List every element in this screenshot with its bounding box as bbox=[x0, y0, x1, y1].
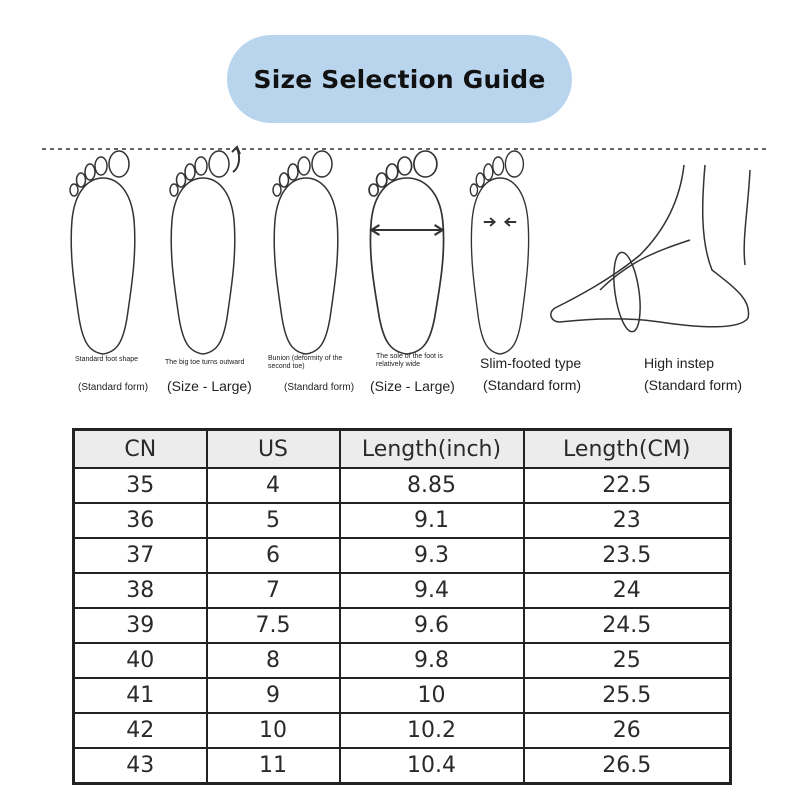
cell-length-inch: 9.3 bbox=[340, 538, 524, 573]
cell-us: 7 bbox=[207, 573, 340, 608]
cell-cn: 41 bbox=[74, 678, 207, 713]
cell-length-inch: 10.2 bbox=[340, 713, 524, 748]
table-row bbox=[74, 573, 731, 608]
cell-length-cm: 26.5 bbox=[524, 748, 731, 784]
cell-length-inch: 9.6 bbox=[340, 608, 524, 643]
cell-us: 7.5 bbox=[207, 608, 340, 643]
cell-length-inch: 8.85 bbox=[340, 468, 524, 503]
foot-label-slim: Slim-footed type bbox=[480, 355, 582, 371]
cell-cn: 37 bbox=[74, 538, 207, 573]
foot-bunion-icon bbox=[273, 151, 338, 354]
title-banner bbox=[227, 35, 572, 123]
cell-length-inch: 9.4 bbox=[340, 573, 524, 608]
table-row bbox=[74, 643, 731, 678]
foot-form-slim: (Standard form) bbox=[483, 377, 582, 393]
table-row bbox=[74, 748, 731, 784]
column-header-length-inch: Length(inch) bbox=[340, 430, 524, 469]
column-header-length-cm: Length(CM) bbox=[524, 430, 731, 469]
foot-standard-icon bbox=[70, 151, 135, 354]
table-row bbox=[74, 713, 731, 748]
foot-big-toe-outward-icon bbox=[170, 147, 240, 354]
foot-form-big-toe: (Size - Large) bbox=[167, 378, 252, 394]
foot-label-wide-sole: The sole of the foot is relatively wide bbox=[376, 353, 443, 369]
cell-length-cm: 25.5 bbox=[524, 678, 731, 713]
cell-cn: 40 bbox=[74, 643, 207, 678]
column-header-cn: CN bbox=[74, 430, 207, 469]
size-chart-table bbox=[72, 428, 732, 785]
cell-cn: 35 bbox=[74, 468, 207, 503]
cell-cn: 38 bbox=[74, 573, 207, 608]
cell-length-cm: 24 bbox=[524, 573, 731, 608]
cell-us: 11 bbox=[207, 748, 340, 784]
table-row bbox=[74, 503, 731, 538]
cell-length-cm: 22.5 bbox=[524, 468, 731, 503]
foot-form-standard: (Standard form) bbox=[78, 382, 149, 393]
foot-wide-sole-icon bbox=[369, 151, 444, 354]
cell-us: 6 bbox=[207, 538, 340, 573]
cell-length-cm: 24.5 bbox=[524, 608, 731, 643]
column-header-us: US bbox=[207, 430, 340, 469]
cell-us: 4 bbox=[207, 468, 340, 503]
cell-length-cm: 23.5 bbox=[524, 538, 731, 573]
table-row bbox=[74, 538, 731, 573]
cell-us: 5 bbox=[207, 503, 340, 538]
cell-length-cm: 23 bbox=[524, 503, 731, 538]
cell-length-inch: 10 bbox=[340, 678, 524, 713]
foot-form-bunion: (Standard form) bbox=[284, 382, 355, 393]
cell-us: 8 bbox=[207, 643, 340, 678]
cell-us: 10 bbox=[207, 713, 340, 748]
foot-label-standard: Standard foot shape bbox=[75, 356, 139, 363]
foot-label-high-instep: High instep bbox=[644, 355, 715, 371]
cell-length-cm: 25 bbox=[524, 643, 731, 678]
table-row bbox=[74, 468, 731, 503]
cell-cn: 42 bbox=[74, 713, 207, 748]
table-row bbox=[74, 608, 731, 643]
foot-form-wide-sole: (Size - Large) bbox=[370, 378, 455, 394]
foot-high-instep-icon bbox=[551, 165, 750, 333]
cell-cn: 43 bbox=[74, 748, 207, 784]
cell-length-inch: 9.1 bbox=[340, 503, 524, 538]
page-title: Size Selection Guide bbox=[253, 64, 546, 94]
cell-length-inch: 9.8 bbox=[340, 643, 524, 678]
foot-label-bunion: Bunion (deformity of the second toe) bbox=[268, 355, 343, 371]
cell-length-cm: 26 bbox=[524, 713, 731, 748]
cell-cn: 36 bbox=[74, 503, 207, 538]
table-header-row bbox=[74, 430, 731, 469]
cell-cn: 39 bbox=[74, 608, 207, 643]
cell-us: 9 bbox=[207, 678, 340, 713]
foot-label-big-toe: The big toe turns outward bbox=[165, 359, 245, 366]
foot-form-high-instep: (Standard form) bbox=[644, 377, 743, 393]
cell-length-inch: 10.4 bbox=[340, 748, 524, 784]
foot-slim-icon bbox=[470, 151, 528, 354]
table-row bbox=[74, 678, 731, 713]
